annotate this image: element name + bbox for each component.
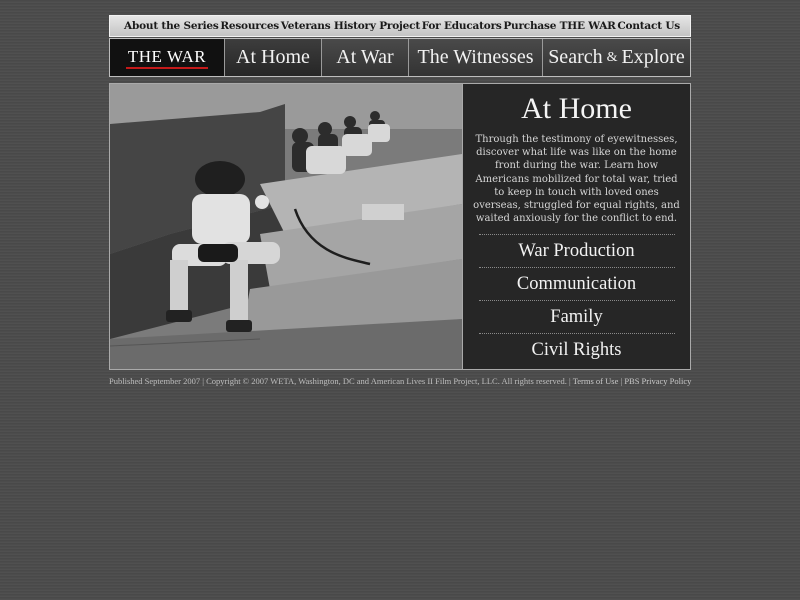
the-war-logo[interactable]: [110, 39, 225, 76]
nav-veterans-history-project[interactable]: Veterans History Project: [280, 20, 420, 32]
nav-purchase-the-war[interactable]: Purchase THE WAR: [503, 20, 616, 32]
link-war-production[interactable]: War Production: [479, 234, 675, 267]
section-links: [479, 234, 675, 366]
tab-explore-label: Explore: [621, 46, 685, 68]
nav-resources[interactable]: Resources: [220, 20, 280, 32]
logo-text: THE WAR: [127, 47, 207, 66]
footer-privacy-link[interactable]: PBS Privacy Policy: [624, 376, 692, 386]
section-title: At Home: [521, 92, 632, 125]
top-utility-nav: [109, 15, 691, 37]
page-container: [109, 15, 691, 386]
footer-separator: |: [620, 376, 623, 386]
footer-copyright: Published September 2007 | Copyright © 2007 WETA, Washington, DC and American Lives II Film Project, LLC. All rights reserved. |: [109, 376, 571, 386]
tab-amp-label: &: [606, 49, 618, 65]
link-civil-rights[interactable]: Civil Rights: [479, 333, 675, 366]
photo-illustration: [110, 84, 462, 369]
welder-photo: [110, 84, 463, 369]
nav-for-educators[interactable]: For Educators: [421, 20, 502, 32]
footer-terms-link[interactable]: Terms of Use: [572, 376, 619, 386]
nav-about-the-series[interactable]: About the Series: [124, 20, 219, 32]
main-nav: [109, 38, 691, 77]
tab-the-witnesses[interactable]: The Witnesses: [409, 39, 543, 76]
tab-at-war[interactable]: At War: [322, 39, 409, 76]
logo-underline: [126, 67, 208, 69]
feature-section: [109, 83, 691, 370]
section-panel: [463, 84, 690, 369]
section-description: Through the testimony of eyewitnesses, discover what life was like on the home front during the war. Learn how Americans mobilized for total war, tried to keep in touch with loved ones overseas, struggled for equal rights, and waited anxiously for the conflict to end.: [473, 134, 680, 225]
link-communication[interactable]: Communication: [479, 267, 675, 300]
nav-contact-us[interactable]: Contact Us: [617, 20, 680, 32]
tab-at-home[interactable]: At Home: [225, 39, 322, 76]
link-family[interactable]: Family: [479, 300, 675, 333]
tab-search-explore[interactable]: [543, 39, 690, 76]
footer: [109, 376, 691, 386]
tab-search-label: Search: [548, 46, 603, 68]
